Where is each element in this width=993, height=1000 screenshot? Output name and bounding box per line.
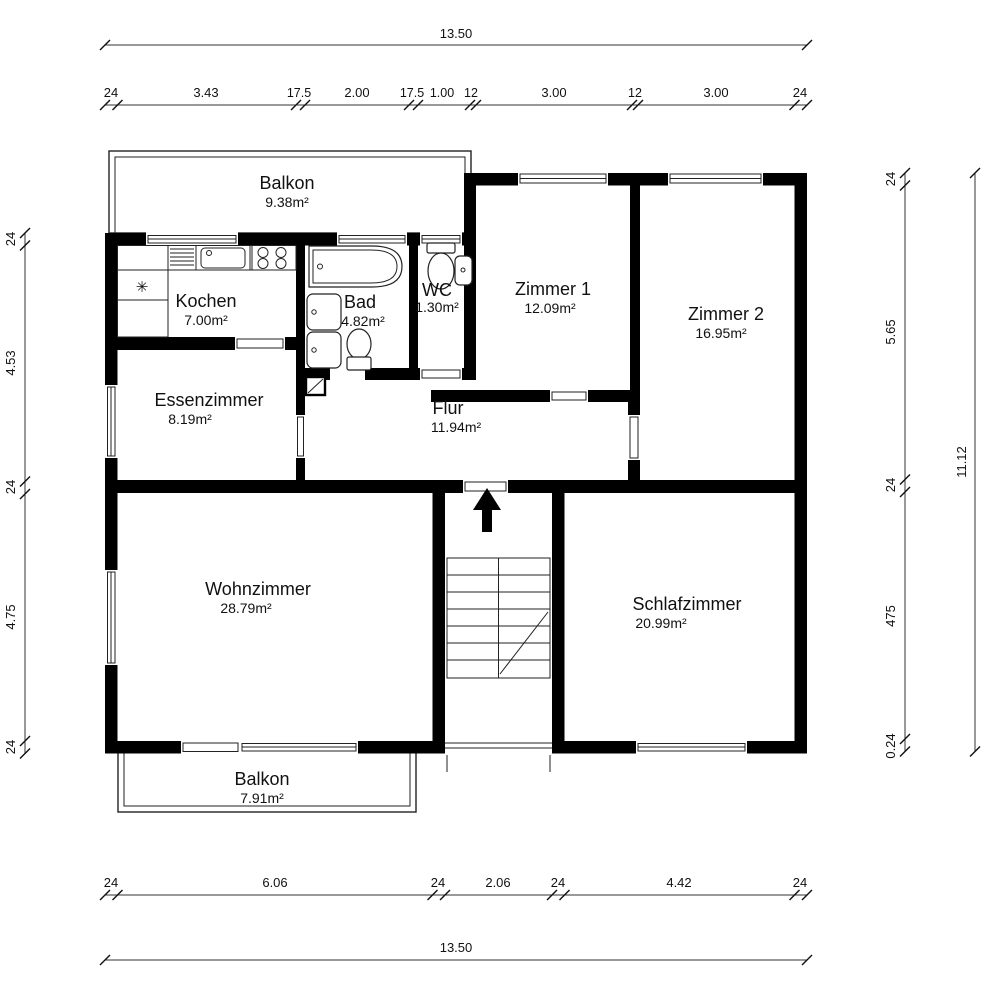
flur-label: Flur	[432, 398, 464, 418]
bathtub	[309, 246, 402, 287]
svg-text:4.75: 4.75	[3, 604, 18, 630]
svg-text:24: 24	[3, 479, 18, 495]
flur-area: 11.94m²	[430, 419, 482, 435]
svg-text:3.43: 3.43	[193, 85, 219, 100]
window-zimmer1	[518, 170, 608, 187]
svg-text:12: 12	[464, 86, 478, 100]
wc-basin	[455, 256, 472, 285]
svg-text:13.50: 13.50	[439, 940, 473, 955]
zimmer2-label: Zimmer 2	[688, 304, 764, 324]
window-kochen	[146, 232, 238, 247]
dim-top-segments	[100, 85, 812, 110]
svg-text:13.50: 13.50	[439, 26, 473, 41]
svg-text:11.12: 11.12	[954, 446, 969, 478]
window-wohnzimmer-bottom	[240, 740, 358, 755]
svg-text:24: 24	[550, 875, 566, 890]
bath-sink-2	[307, 332, 341, 368]
stairwell-bottom-opening	[445, 740, 552, 772]
window-bad	[337, 232, 407, 247]
bath-toilet	[347, 329, 371, 370]
balcony-door-wohnzimmer	[181, 740, 240, 755]
dim-left-segments	[3, 228, 30, 759]
svg-text:24: 24	[103, 85, 119, 100]
essenzimmer-area: 8.19m²	[168, 411, 212, 427]
svg-text:4.53: 4.53	[3, 350, 18, 376]
dim-top-total	[100, 26, 812, 50]
svg-text:24: 24	[883, 477, 898, 493]
window-schlafzimmer	[636, 740, 747, 755]
svg-text:5.65: 5.65	[883, 319, 898, 345]
svg-text:24: 24	[883, 171, 898, 187]
kitchen-shaft-symbol: ✳	[135, 279, 149, 296]
balkon-bottom-area: 7.91m²	[240, 790, 284, 806]
svg-text:6.06: 6.06	[262, 875, 288, 890]
svg-text:17.5: 17.5	[286, 86, 312, 100]
svg-text:2.06: 2.06	[485, 875, 511, 890]
wohnzimmer-label: Wohnzimmer	[205, 579, 311, 599]
dim-right-segments	[883, 168, 910, 759]
shaft-box	[306, 377, 325, 395]
zimmer2-area: 16.95m²	[695, 325, 747, 341]
balkon-top-area: 9.38m²	[265, 194, 309, 210]
kochen-label: Kochen	[175, 291, 237, 311]
wc-area: 1.30m²	[415, 299, 459, 315]
schlafzimmer-label: Schlafzimmer	[632, 594, 742, 614]
door-essenzimmer-flur	[295, 415, 306, 458]
svg-text:24: 24	[792, 85, 808, 100]
svg-text:24: 24	[103, 875, 119, 890]
svg-text:3.00: 3.00	[703, 85, 729, 100]
bath-sink-1	[307, 294, 341, 330]
window-zimmer2	[668, 170, 763, 187]
svg-text:24: 24	[3, 231, 18, 247]
drainboard-hatch	[170, 249, 194, 265]
door-wc	[420, 367, 462, 381]
dim-bottom-segments	[100, 875, 812, 900]
staircase	[447, 558, 550, 678]
svg-text:3.00: 3.00	[541, 85, 567, 100]
svg-text:1.00: 1.00	[429, 86, 455, 100]
kitchen-sink	[201, 248, 245, 268]
svg-text:4.42: 4.42	[666, 875, 692, 890]
svg-text:24: 24	[3, 739, 18, 755]
zimmer1-area: 12.09m²	[524, 300, 576, 316]
door-zimmer1	[550, 389, 588, 403]
svg-text:24: 24	[430, 875, 446, 890]
balkon-bottom-label: Balkon	[234, 769, 290, 789]
essenzimmer-label: Essenzimmer	[154, 390, 264, 410]
door-kochen-essenzimmer	[235, 336, 285, 351]
window-essenzimmer	[104, 385, 119, 458]
svg-text:0.24: 0.24	[883, 733, 898, 759]
door-zimmer2	[627, 415, 641, 460]
dim-right-total	[954, 168, 980, 757]
schlafzimmer-area: 20.99m²	[635, 615, 687, 631]
svg-text:17.5: 17.5	[399, 86, 425, 100]
svg-text:475: 475	[883, 605, 898, 627]
wc-label: WC	[422, 280, 452, 300]
svg-text:12: 12	[628, 86, 642, 100]
svg-text:24: 24	[792, 875, 808, 890]
dim-bottom-total	[100, 940, 812, 965]
balkon-top-label: Balkon	[259, 173, 315, 193]
stove	[252, 246, 296, 271]
entrance-arrow-icon	[473, 488, 501, 532]
zimmer1-label: Zimmer 1	[515, 279, 591, 299]
bad-area: 4.82m²	[341, 313, 385, 329]
kochen-area: 7.00m²	[184, 312, 228, 328]
svg-text:2.00: 2.00	[344, 85, 370, 100]
window-wohnzimmer-left	[104, 570, 119, 665]
wohnzimmer-area: 28.79m²	[220, 600, 272, 616]
bad-label: Bad	[343, 292, 377, 312]
